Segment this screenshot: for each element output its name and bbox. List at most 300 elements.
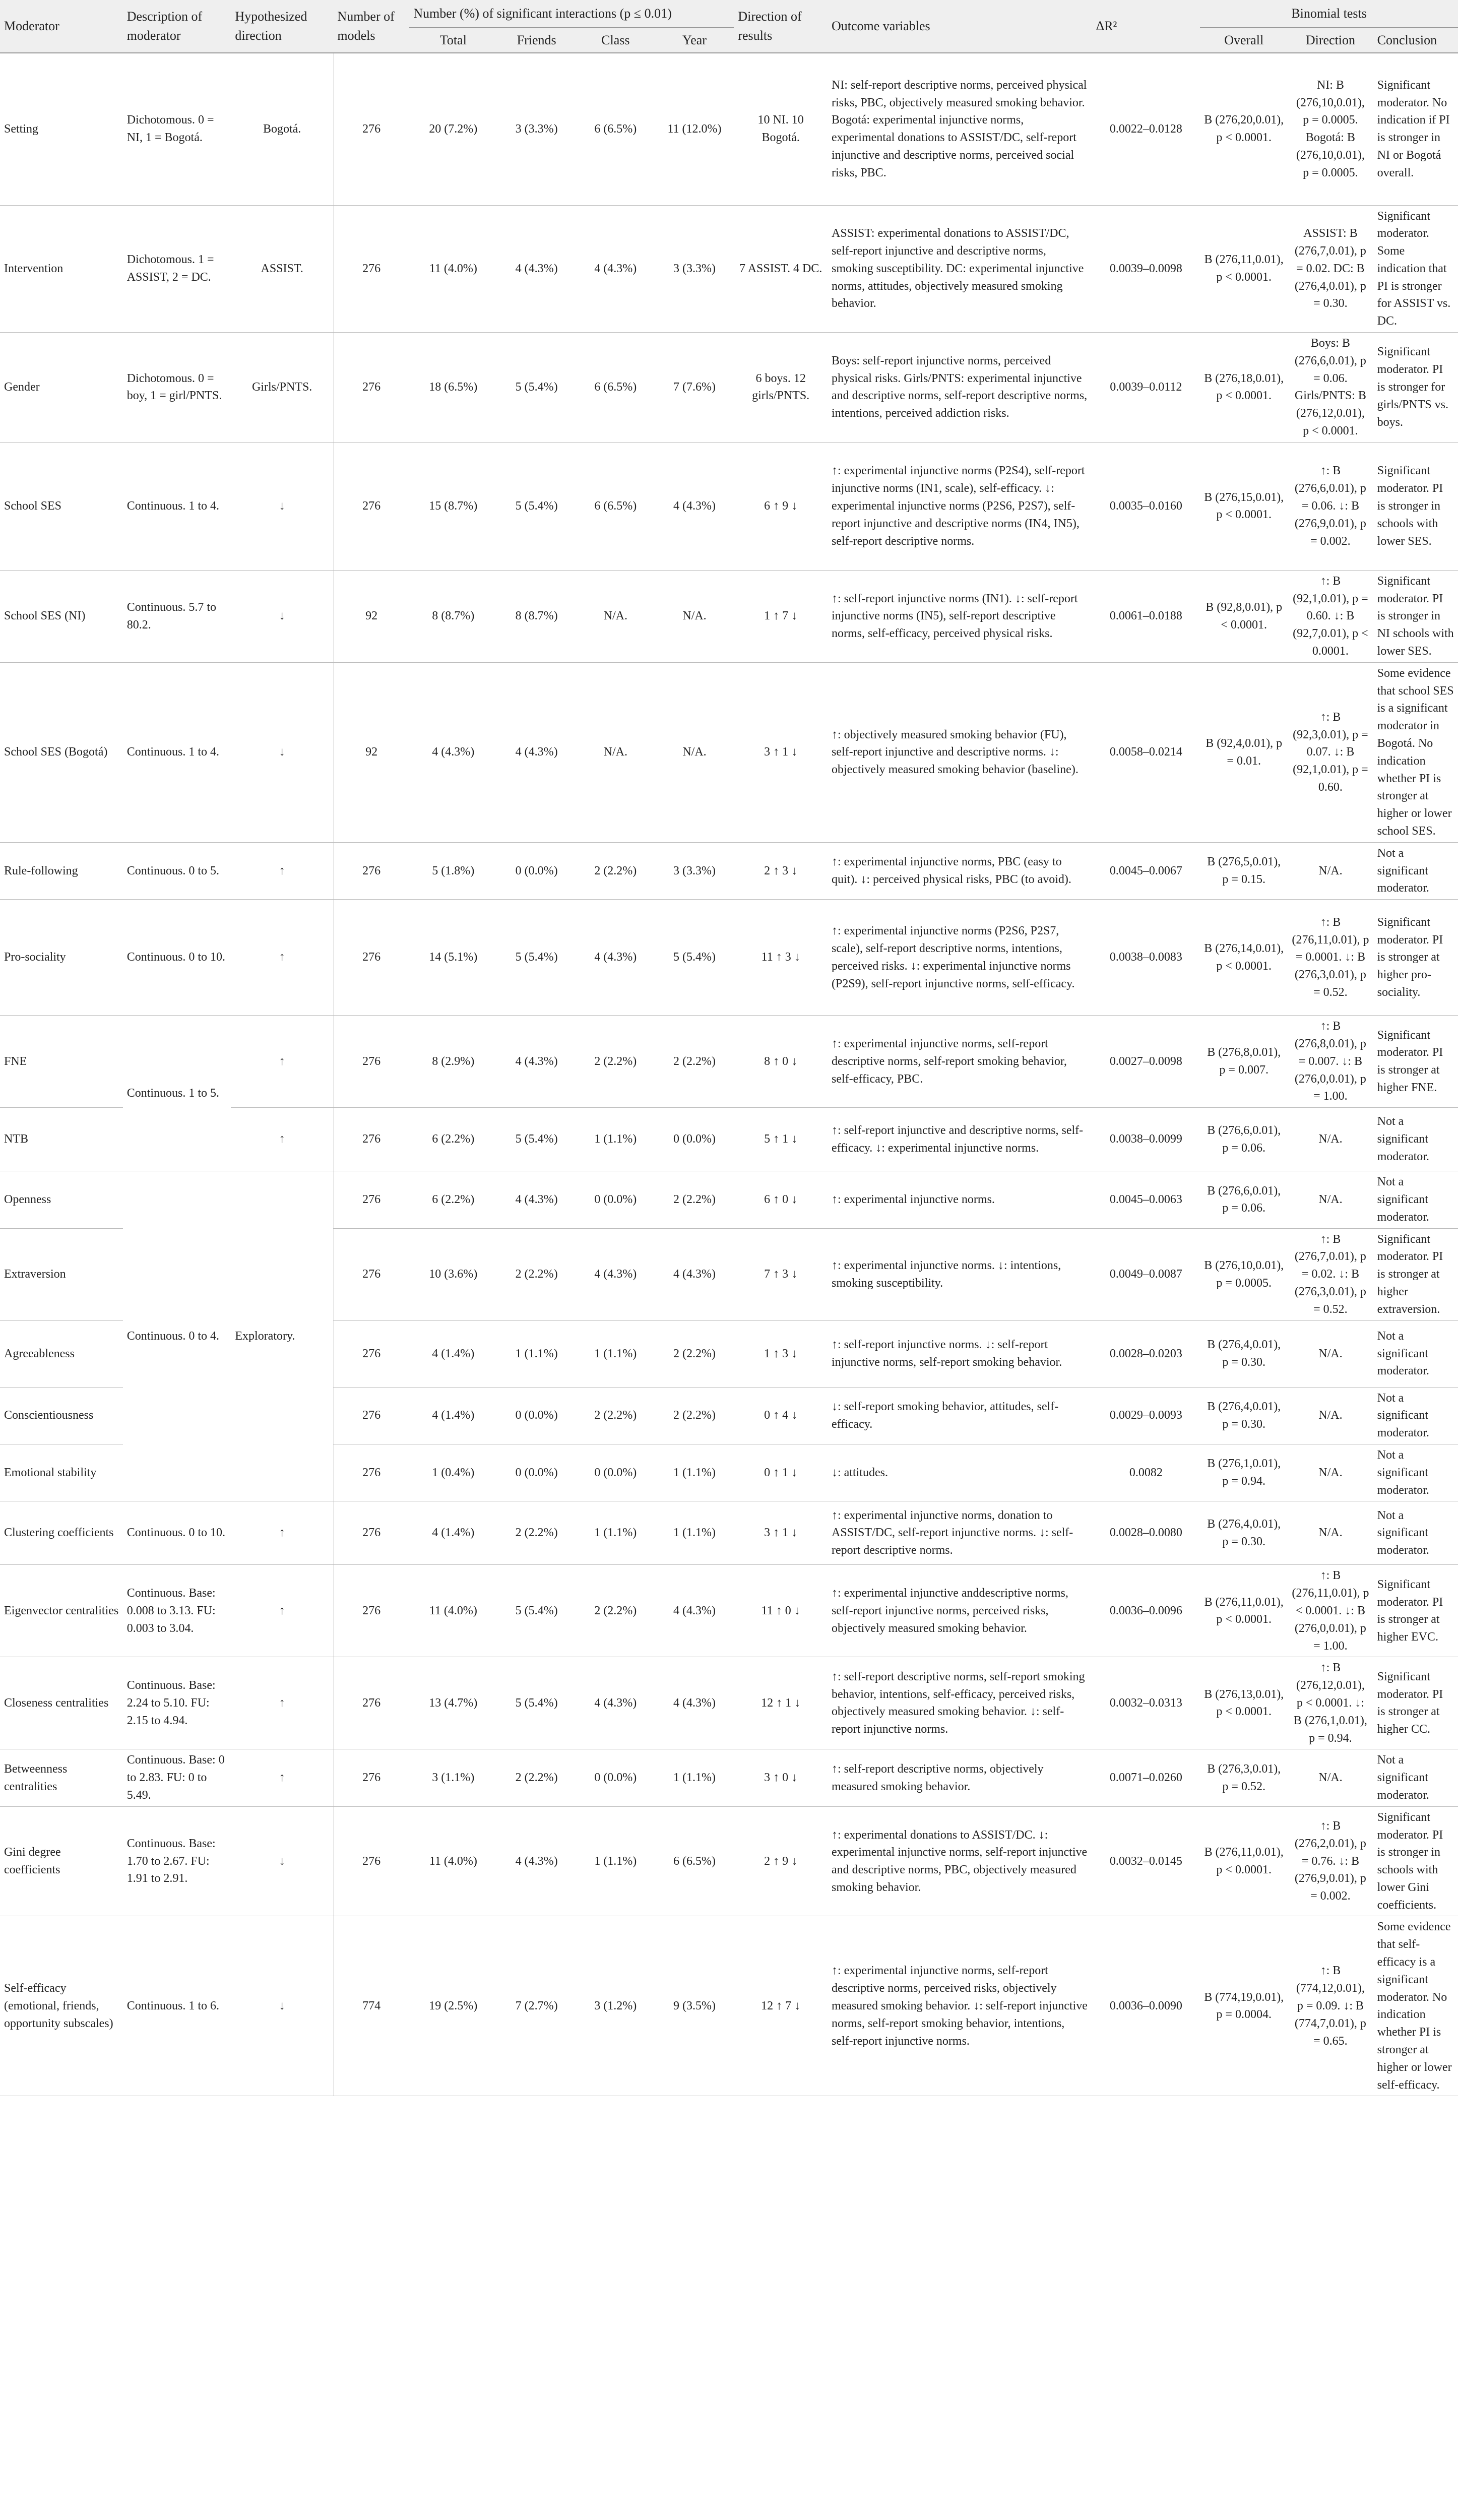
- class-cell: N/A.: [576, 662, 655, 842]
- models-cell: 276: [333, 1108, 409, 1171]
- friends-cell: 4 (4.3%): [497, 1016, 576, 1108]
- outcome-cell: ↑: experimental injunctive norms, self-report descriptive norms, self-report smoking behavior, self-efficacy, PBC.: [828, 1016, 1092, 1108]
- description-cell: Dichotomous. 0 = NI, 1 = Bogotá.: [123, 53, 231, 205]
- conclusion-cell: Significant moderator. PI is stronger at higher EVC.: [1373, 1565, 1458, 1657]
- table-row: [0, 1565, 1458, 1657]
- hypothesized-cell: ASSIST.: [231, 205, 333, 333]
- direction-results-cell: 3 ↑ 0 ↓: [734, 1749, 828, 1806]
- direction-cell: N/A.: [1288, 1501, 1373, 1565]
- table-row: [0, 842, 1458, 899]
- delta-r2-cell: 0.0032–0.0313: [1092, 1657, 1200, 1749]
- delta-r2-cell: 0.0039–0.0098: [1092, 205, 1200, 333]
- direction-results-cell: 5 ↑ 1 ↓: [734, 1108, 828, 1171]
- outcome-cell: ↑: experimental injunctive norms. ↓: intentions, smoking susceptibility.: [828, 1228, 1092, 1320]
- delta-r2-cell: 0.0049–0.0087: [1092, 1228, 1200, 1320]
- direction-cell: N/A.: [1288, 1320, 1373, 1387]
- table-row: [0, 1806, 1458, 1916]
- overall-cell: B (276,11,0.01), p < 0.0001.: [1200, 1565, 1288, 1657]
- moderator-cell: Conscientiousness: [0, 1387, 123, 1444]
- overall-cell: B (276,6,0.01), p = 0.06.: [1200, 1171, 1288, 1228]
- header-significant-interactions: Number (%) of significant interactions (p ≤ 0.01): [409, 0, 734, 28]
- outcome-cell: ↑: experimental injunctive anddescriptive norms, self-report injunctive norms, perceived risks, objectively measured smoking behavior.: [828, 1565, 1092, 1657]
- outcome-cell: ↑: self-report descriptive norms, objectively measured smoking behavior.: [828, 1749, 1092, 1806]
- friends-cell: 2 (2.2%): [497, 1501, 576, 1565]
- models-cell: 276: [333, 1444, 409, 1501]
- conclusion-cell: Significant moderator. Some indication that PI is stronger for ASSIST vs. DC.: [1373, 205, 1458, 333]
- hypothesized-cell: ↑: [231, 1108, 333, 1171]
- overall-cell: B (276,6,0.01), p = 0.06.: [1200, 1108, 1288, 1171]
- hypothesized-cell: ↓: [231, 662, 333, 842]
- conclusion-cell: Significant moderator. PI is stronger in NI schools with lower SES.: [1373, 570, 1458, 662]
- description-cell: Continuous. 5.7 to 80.2.: [123, 570, 231, 662]
- table-row: [0, 1501, 1458, 1565]
- description-cell: Continuous. Base: 2.24 to 5.10. FU: 2.15 to 4.94.: [123, 1657, 231, 1749]
- models-cell: 276: [333, 53, 409, 205]
- description-cell: Continuous. Base: 1.70 to 2.67. FU: 1.91 to 2.91.: [123, 1806, 231, 1916]
- header-overall: Overall: [1200, 28, 1288, 53]
- moderator-cell: Closeness centralities: [0, 1657, 123, 1749]
- class-cell: N/A.: [576, 570, 655, 662]
- friends-cell: 2 (2.2%): [497, 1228, 576, 1320]
- header-delta-r2: ΔR²: [1092, 0, 1200, 53]
- year-cell: 0 (0.0%): [655, 1108, 734, 1171]
- hypothesized-cell: ↑: [231, 1016, 333, 1108]
- delta-r2-cell: 0.0036–0.0096: [1092, 1565, 1200, 1657]
- year-cell: 1 (1.1%): [655, 1749, 734, 1806]
- conclusion-cell: Not a significant moderator.: [1373, 1171, 1458, 1228]
- moderator-cell: Eigenvector centralities: [0, 1565, 123, 1657]
- class-cell: 0 (0.0%): [576, 1171, 655, 1228]
- conclusion-cell: Some evidence that self-efficacy is a significant moderator. No indication whether PI is stronger at higher or lower self-efficacy.: [1373, 1916, 1458, 2096]
- outcome-cell: ↑: experimental injunctive norms, donation to ASSIST/DC, self-report injunctive norms. ↓: self-report descriptive norms.: [828, 1501, 1092, 1565]
- year-cell: 5 (5.4%): [655, 900, 734, 1016]
- models-cell: 276: [333, 1228, 409, 1320]
- table-row: [0, 442, 1458, 570]
- delta-r2-cell: 0.0029–0.0093: [1092, 1387, 1200, 1444]
- year-cell: 6 (6.5%): [655, 1806, 734, 1916]
- direction-results-cell: 11 ↑ 3 ↓: [734, 900, 828, 1016]
- total-cell: 4 (1.4%): [409, 1387, 497, 1444]
- direction-cell: NI: B (276,10,0.01), p = 0.0005. Bogotá: B (276,10,0.01), p = 0.0005.: [1288, 53, 1373, 205]
- table-row: [0, 1916, 1458, 2096]
- direction-results-cell: 12 ↑ 1 ↓: [734, 1657, 828, 1749]
- class-cell: 6 (6.5%): [576, 442, 655, 570]
- description-cell: Continuous. 0 to 10.: [123, 1501, 231, 1565]
- table-row: [0, 1171, 1458, 1228]
- header-year: Year: [655, 28, 734, 53]
- models-cell: 92: [333, 570, 409, 662]
- header-direction-of-results: Direction of results: [734, 0, 828, 53]
- direction-cell: ↑: B (276,12,0.01), p < 0.0001. ↓: B (276,1,0.01), p = 0.94.: [1288, 1657, 1373, 1749]
- class-cell: 2 (2.2%): [576, 1016, 655, 1108]
- overall-cell: B (276,20,0.01), p < 0.0001.: [1200, 53, 1288, 205]
- conclusion-cell: Not a significant moderator.: [1373, 1387, 1458, 1444]
- moderator-cell: Rule-following: [0, 842, 123, 899]
- overall-cell: B (276,1,0.01), p = 0.94.: [1200, 1444, 1288, 1501]
- models-cell: 276: [333, 205, 409, 333]
- overall-cell: B (276,11,0.01), p < 0.0001.: [1200, 205, 1288, 333]
- outcome-cell: ↑: experimental donations to ASSIST/DC. ↓: experimental injunctive norms, self-report injunctive and descriptive norms, PBC, objectively measured smoking behavior.: [828, 1806, 1092, 1916]
- outcome-cell: ↑: self-report injunctive and descriptive norms, self-efficacy. ↓: experimental injunctive norms.: [828, 1108, 1092, 1171]
- overall-cell: B (276,18,0.01), p < 0.0001.: [1200, 333, 1288, 443]
- hypothesized-cell: ↓: [231, 1916, 333, 2096]
- overall-cell: B (276,14,0.01), p < 0.0001.: [1200, 900, 1288, 1016]
- direction-results-cell: 6 ↑ 9 ↓: [734, 442, 828, 570]
- direction-cell: ↑: B (276,2,0.01), p = 0.76. ↓: B (276,9,0.01), p = 0.002.: [1288, 1806, 1373, 1916]
- delta-r2-cell: 0.0082: [1092, 1444, 1200, 1501]
- year-cell: 4 (4.3%): [655, 442, 734, 570]
- direction-cell: ↑: B (276,8,0.01), p = 0.007. ↓: B (276,0,0.01), p = 1.00.: [1288, 1016, 1373, 1108]
- class-cell: 1 (1.1%): [576, 1108, 655, 1171]
- models-cell: 276: [333, 1501, 409, 1565]
- outcome-cell: ↑: experimental injunctive norms (P2S6, P2S7, scale), self-report descriptive norms, intentions, perceived risks. ↓: experimental injunctive norms (P2S9), self-report injunctive norms, self-efficacy.: [828, 900, 1092, 1016]
- year-cell: 2 (2.2%): [655, 1387, 734, 1444]
- conclusion-cell: Some evidence that school SES is a significant moderator in Bogotá. No indication whether PI is stronger at higher or lower school SES.: [1373, 662, 1458, 842]
- class-cell: 2 (2.2%): [576, 1565, 655, 1657]
- direction-cell: ↑: B (92,1,0.01), p = 0.60. ↓: B (92,7,0.01), p < 0.0001.: [1288, 570, 1373, 662]
- friends-cell: 5 (5.4%): [497, 1565, 576, 1657]
- direction-results-cell: 12 ↑ 7 ↓: [734, 1916, 828, 2096]
- header-total: Total: [409, 28, 497, 53]
- year-cell: 4 (4.3%): [655, 1228, 734, 1320]
- year-cell: N/A.: [655, 662, 734, 842]
- delta-r2-cell: 0.0028–0.0203: [1092, 1320, 1200, 1387]
- class-cell: 6 (6.5%): [576, 53, 655, 205]
- direction-results-cell: 3 ↑ 1 ↓: [734, 1501, 828, 1565]
- moderator-cell: Setting: [0, 53, 123, 205]
- outcome-cell: ↓: attitudes.: [828, 1444, 1092, 1501]
- hypothesized-cell: ↓: [231, 570, 333, 662]
- direction-cell: ASSIST: B (276,7,0.01), p = 0.02. DC: B (276,4,0.01), p = 0.30.: [1288, 205, 1373, 333]
- total-cell: 4 (4.3%): [409, 662, 497, 842]
- class-cell: 4 (4.3%): [576, 205, 655, 333]
- hypothesized-cell: ↑: [231, 1657, 333, 1749]
- class-cell: 1 (1.1%): [576, 1320, 655, 1387]
- direction-results-cell: 0 ↑ 1 ↓: [734, 1444, 828, 1501]
- total-cell: 20 (7.2%): [409, 53, 497, 205]
- header-conclusion: Conclusion: [1373, 28, 1458, 53]
- direction-cell: ↑: B (276,7,0.01), p = 0.02. ↓: B (276,3,0.01), p = 0.52.: [1288, 1228, 1373, 1320]
- overall-cell: B (276,11,0.01), p < 0.0001.: [1200, 1806, 1288, 1916]
- table-row: [0, 1016, 1458, 1108]
- total-cell: 8 (8.7%): [409, 570, 497, 662]
- outcome-cell: ASSIST: experimental donations to ASSIST/DC, self-report injunctive and descriptive norms, smoking susceptibility. DC: experimental injunctive norms, attitudes, objectively measured smoking behavior.: [828, 205, 1092, 333]
- friends-cell: 0 (0.0%): [497, 1387, 576, 1444]
- models-cell: 276: [333, 1749, 409, 1806]
- conclusion-cell: Significant moderator. PI is stronger at higher FNE.: [1373, 1016, 1458, 1108]
- direction-results-cell: 8 ↑ 0 ↓: [734, 1016, 828, 1108]
- table-row: [0, 570, 1458, 662]
- moderator-cell: Self-efficacy (emotional, friends, opportunity subscales): [0, 1916, 123, 2096]
- description-cell: Continuous. 1 to 4.: [123, 662, 231, 842]
- year-cell: 4 (4.3%): [655, 1565, 734, 1657]
- moderator-cell: Gender: [0, 333, 123, 443]
- direction-results-cell: 1 ↑ 3 ↓: [734, 1320, 828, 1387]
- overall-cell: B (774,19,0.01), p = 0.0004.: [1200, 1916, 1288, 2096]
- header-binomial-tests: Binomial tests: [1200, 0, 1458, 28]
- models-cell: 774: [333, 1916, 409, 2096]
- friends-cell: 2 (2.2%): [497, 1749, 576, 1806]
- hypothesized-cell: ↑: [231, 900, 333, 1016]
- moderator-cell: Openness: [0, 1171, 123, 1228]
- year-cell: 3 (3.3%): [655, 842, 734, 899]
- class-cell: 1 (1.1%): [576, 1501, 655, 1565]
- conclusion-cell: Significant moderator. PI is stronger at higher extraversion.: [1373, 1228, 1458, 1320]
- overall-cell: B (276,10,0.01), p = 0.0005.: [1200, 1228, 1288, 1320]
- direction-results-cell: 1 ↑ 7 ↓: [734, 570, 828, 662]
- models-cell: 92: [333, 662, 409, 842]
- description-cell: Continuous. 0 to 5.: [123, 842, 231, 899]
- delta-r2-cell: 0.0028–0.0080: [1092, 1501, 1200, 1565]
- total-cell: 4 (1.4%): [409, 1320, 497, 1387]
- description-cell: Continuous. Base: 0 to 2.83. FU: 0 to 5.49.: [123, 1749, 231, 1806]
- conclusion-cell: Significant moderator. No indication if PI is stronger in NI or Bogotá overall.: [1373, 53, 1458, 205]
- total-cell: 19 (2.5%): [409, 1916, 497, 2096]
- friends-cell: 5 (5.4%): [497, 333, 576, 443]
- outcome-cell: ↑: experimental injunctive norms, PBC (easy to quit). ↓: perceived physical risks, PBC (to avoid).: [828, 842, 1092, 899]
- delta-r2-cell: 0.0036–0.0090: [1092, 1916, 1200, 2096]
- overall-cell: B (276,4,0.01), p = 0.30.: [1200, 1387, 1288, 1444]
- total-cell: 15 (8.7%): [409, 442, 497, 570]
- conclusion-cell: Significant moderator. PI is stronger at higher CC.: [1373, 1657, 1458, 1749]
- delta-r2-cell: 0.0045–0.0067: [1092, 842, 1200, 899]
- class-cell: 4 (4.3%): [576, 900, 655, 1016]
- outcome-cell: NI: self-report descriptive norms, perceived physical risks, PBC, objectively measured smoking behavior. Bogotá: experimental injunctive norms, experimental donations to ASSIST/DC, self-report injunctive and descriptive norms, perceived social risks, PBC.: [828, 53, 1092, 205]
- header-friends: Friends: [497, 28, 576, 53]
- moderator-cell: School SES (Bogotá): [0, 662, 123, 842]
- overall-cell: B (92,4,0.01), p = 0.01.: [1200, 662, 1288, 842]
- moderator-cell: Agreeableness: [0, 1320, 123, 1387]
- total-cell: 5 (1.8%): [409, 842, 497, 899]
- models-cell: 276: [333, 333, 409, 443]
- header-description: Description of moderator: [123, 0, 231, 53]
- year-cell: 1 (1.1%): [655, 1501, 734, 1565]
- direction-cell: ↑: B (774,12,0.01), p = 0.09. ↓: B (774,7,0.01), p = 0.65.: [1288, 1916, 1373, 2096]
- moderator-cell: Betweenness centralities: [0, 1749, 123, 1806]
- total-cell: 10 (3.6%): [409, 1228, 497, 1320]
- friends-cell: 3 (3.3%): [497, 53, 576, 205]
- overall-cell: B (276,3,0.01), p = 0.52.: [1200, 1749, 1288, 1806]
- conclusion-cell: Significant moderator. PI is stronger in schools with lower SES.: [1373, 442, 1458, 570]
- overall-cell: B (92,8,0.01), p < 0.0001.: [1200, 570, 1288, 662]
- models-cell: 276: [333, 842, 409, 899]
- total-cell: 1 (0.4%): [409, 1444, 497, 1501]
- header-class: Class: [576, 28, 655, 53]
- delta-r2-cell: 0.0038–0.0083: [1092, 900, 1200, 1016]
- hypothesized-cell: ↑: [231, 1501, 333, 1565]
- delta-r2-cell: 0.0045–0.0063: [1092, 1171, 1200, 1228]
- conclusion-cell: Significant moderator. PI is stronger in schools with lower Gini coefficients.: [1373, 1806, 1458, 1916]
- table-body: [0, 53, 1458, 2096]
- direction-results-cell: 2 ↑ 3 ↓: [734, 842, 828, 899]
- friends-cell: 4 (4.3%): [497, 1171, 576, 1228]
- moderator-cell: School SES: [0, 442, 123, 570]
- total-cell: 11 (4.0%): [409, 1806, 497, 1916]
- friends-cell: 4 (4.3%): [497, 1806, 576, 1916]
- class-cell: 6 (6.5%): [576, 333, 655, 443]
- models-cell: 276: [333, 1565, 409, 1657]
- direction-cell: N/A.: [1288, 1108, 1373, 1171]
- outcome-cell: ↑: experimental injunctive norms (P2S4), self-report injunctive norms (IN1, scale), self-efficacy. ↓: experimental injunctive norms (P2S6, P2S7), self-report injunctive and descriptive norms (IN4, IN5), self-report descriptive norms.: [828, 442, 1092, 570]
- direction-cell: N/A.: [1288, 1444, 1373, 1501]
- outcome-cell: ↓: self-report smoking behavior, attitudes, self-efficacy.: [828, 1387, 1092, 1444]
- moderator-cell: Emotional stability: [0, 1444, 123, 1501]
- outcome-cell: Boys: self-report injunctive norms, perceived physical risks. Girls/PNTS: experimental injunctive and descriptive norms, self-report descriptive norms, intentions, perceived addiction risks.: [828, 333, 1092, 443]
- models-cell: 276: [333, 1657, 409, 1749]
- class-cell: 0 (0.0%): [576, 1444, 655, 1501]
- delta-r2-cell: 0.0039–0.0112: [1092, 333, 1200, 443]
- total-cell: 6 (2.2%): [409, 1171, 497, 1228]
- year-cell: 11 (12.0%): [655, 53, 734, 205]
- description-cell: Dichotomous. 1 = ASSIST, 2 = DC.: [123, 205, 231, 333]
- overall-cell: B (276,15,0.01), p < 0.0001.: [1200, 442, 1288, 570]
- delta-r2-cell: 0.0058–0.0214: [1092, 662, 1200, 842]
- direction-results-cell: 6 boys. 12 girls/PNTS.: [734, 333, 828, 443]
- table-row: [0, 900, 1458, 1016]
- description-cell: Continuous. 0 to 4.: [123, 1171, 231, 1501]
- moderator-cell: FNE: [0, 1016, 123, 1108]
- year-cell: 9 (3.5%): [655, 1916, 734, 2096]
- outcome-cell: ↑: self-report injunctive norms (IN1). ↓: self-report injunctive norms (IN5), self-report descriptive norms, self-efficacy, perceived physical risks.: [828, 570, 1092, 662]
- delta-r2-cell: 0.0022–0.0128: [1092, 53, 1200, 205]
- class-cell: 1 (1.1%): [576, 1806, 655, 1916]
- delta-r2-cell: 0.0032–0.0145: [1092, 1806, 1200, 1916]
- description-cell: Continuous. Base: 0.008 to 3.13. FU: 0.003 to 3.04.: [123, 1565, 231, 1657]
- overall-cell: B (276,4,0.01), p = 0.30.: [1200, 1320, 1288, 1387]
- header-moderator: Moderator: [0, 0, 123, 53]
- header-outcome-variables: Outcome variables: [828, 0, 1092, 53]
- description-cell: Continuous. 1 to 5.: [123, 1016, 231, 1171]
- table-row: [0, 53, 1458, 205]
- direction-results-cell: 3 ↑ 1 ↓: [734, 662, 828, 842]
- delta-r2-cell: 0.0035–0.0160: [1092, 442, 1200, 570]
- moderator-cell: Intervention: [0, 205, 123, 333]
- direction-cell: ↑: B (276,11,0.01), p = 0.0001. ↓: B (276,3,0.01), p = 0.52.: [1288, 900, 1373, 1016]
- outcome-cell: ↑: experimental injunctive norms.: [828, 1171, 1092, 1228]
- total-cell: 3 (1.1%): [409, 1749, 497, 1806]
- year-cell: N/A.: [655, 570, 734, 662]
- overall-cell: B (276,5,0.01), p = 0.15.: [1200, 842, 1288, 899]
- direction-cell: Boys: B (276,6,0.01), p = 0.06. Girls/PNTS: B (276,12,0.01), p < 0.0001.: [1288, 333, 1373, 443]
- direction-cell: N/A.: [1288, 1749, 1373, 1806]
- class-cell: 4 (4.3%): [576, 1228, 655, 1320]
- table-row: [0, 662, 1458, 842]
- overall-cell: B (276,4,0.01), p = 0.30.: [1200, 1501, 1288, 1565]
- outcome-cell: ↑: self-report descriptive norms, self-report smoking behavior, intentions, self-efficacy, perceived risks, objectively measured smoking behavior. ↓: self-report injunctive norms.: [828, 1657, 1092, 1749]
- total-cell: 13 (4.7%): [409, 1657, 497, 1749]
- year-cell: 2 (2.2%): [655, 1016, 734, 1108]
- moderator-cell: NTB: [0, 1108, 123, 1171]
- friends-cell: 8 (8.7%): [497, 570, 576, 662]
- direction-cell: ↑: B (276,6,0.01), p = 0.06. ↓: B (276,9,0.01), p = 0.002.: [1288, 442, 1373, 570]
- conclusion-cell: Significant moderator. PI is stronger for girls/PNTS vs. boys.: [1373, 333, 1458, 443]
- direction-cell: N/A.: [1288, 1387, 1373, 1444]
- hypothesized-cell: Exploratory.: [231, 1171, 333, 1501]
- hypothesized-cell: ↑: [231, 1565, 333, 1657]
- direction-results-cell: 2 ↑ 9 ↓: [734, 1806, 828, 1916]
- conclusion-cell: Not a significant moderator.: [1373, 1749, 1458, 1806]
- direction-cell: N/A.: [1288, 1171, 1373, 1228]
- total-cell: 14 (5.1%): [409, 900, 497, 1016]
- table-row: [0, 1657, 1458, 1749]
- year-cell: 2 (2.2%): [655, 1320, 734, 1387]
- delta-r2-cell: 0.0038–0.0099: [1092, 1108, 1200, 1171]
- total-cell: 6 (2.2%): [409, 1108, 497, 1171]
- direction-results-cell: 7 ↑ 3 ↓: [734, 1228, 828, 1320]
- class-cell: 0 (0.0%): [576, 1749, 655, 1806]
- friends-cell: 4 (4.3%): [497, 205, 576, 333]
- direction-cell: ↑: B (92,3,0.01), p = 0.07. ↓: B (92,1,0.01), p = 0.60.: [1288, 662, 1373, 842]
- hypothesized-cell: ↑: [231, 1749, 333, 1806]
- direction-results-cell: 6 ↑ 0 ↓: [734, 1171, 828, 1228]
- total-cell: 4 (1.4%): [409, 1501, 497, 1565]
- conclusion-cell: Not a significant moderator.: [1373, 1108, 1458, 1171]
- total-cell: 18 (6.5%): [409, 333, 497, 443]
- models-cell: 276: [333, 1320, 409, 1387]
- direction-cell: ↑: B (276,11,0.01), p < 0.0001. ↓: B (276,0,0.01), p = 1.00.: [1288, 1565, 1373, 1657]
- outcome-cell: ↑: objectively measured smoking behavior (FU), self-report injunctive and descriptive norms. ↓: objectively measured smoking behavior (baseline).: [828, 662, 1092, 842]
- conclusion-cell: Not a significant moderator.: [1373, 1320, 1458, 1387]
- friends-cell: 1 (1.1%): [497, 1320, 576, 1387]
- class-cell: 2 (2.2%): [576, 842, 655, 899]
- table-row: [0, 205, 1458, 333]
- friends-cell: 5 (5.4%): [497, 1108, 576, 1171]
- hypothesized-cell: ↓: [231, 442, 333, 570]
- models-cell: 276: [333, 900, 409, 1016]
- moderator-cell: School SES (NI): [0, 570, 123, 662]
- moderator-cell: Extraversion: [0, 1228, 123, 1320]
- moderator-cell: Pro-sociality: [0, 900, 123, 1016]
- conclusion-cell: Not a significant moderator.: [1373, 1501, 1458, 1565]
- total-cell: 11 (4.0%): [409, 205, 497, 333]
- delta-r2-cell: 0.0027–0.0098: [1092, 1016, 1200, 1108]
- overall-cell: B (276,8,0.01), p = 0.007.: [1200, 1016, 1288, 1108]
- direction-results-cell: 7 ASSIST. 4 DC.: [734, 205, 828, 333]
- total-cell: 8 (2.9%): [409, 1016, 497, 1108]
- models-cell: 276: [333, 1387, 409, 1444]
- outcome-cell: ↑: self-report injunctive norms. ↓: self-report injunctive norms, self-report smoking behavior.: [828, 1320, 1092, 1387]
- direction-cell: N/A.: [1288, 842, 1373, 899]
- year-cell: 4 (4.3%): [655, 1657, 734, 1749]
- total-cell: 11 (4.0%): [409, 1565, 497, 1657]
- moderator-cell: Gini degree coefficients: [0, 1806, 123, 1916]
- direction-results-cell: 11 ↑ 0 ↓: [734, 1565, 828, 1657]
- table-row: [0, 1749, 1458, 1806]
- hypothesized-cell: ↓: [231, 1806, 333, 1916]
- friends-cell: 0 (0.0%): [497, 1444, 576, 1501]
- friends-cell: 5 (5.4%): [497, 900, 576, 1016]
- direction-results-cell: 0 ↑ 4 ↓: [734, 1387, 828, 1444]
- year-cell: 1 (1.1%): [655, 1444, 734, 1501]
- friends-cell: 4 (4.3%): [497, 662, 576, 842]
- header-hypothesized-direction: Hypothesized direction: [231, 0, 333, 53]
- class-cell: 4 (4.3%): [576, 1657, 655, 1749]
- class-cell: 3 (1.2%): [576, 1916, 655, 2096]
- header-direction: Direction: [1288, 28, 1373, 53]
- models-cell: 276: [333, 1016, 409, 1108]
- models-cell: 276: [333, 1171, 409, 1228]
- friends-cell: 7 (2.7%): [497, 1916, 576, 2096]
- conclusion-cell: Not a significant moderator.: [1373, 842, 1458, 899]
- moderator-cell: Clustering coefficients: [0, 1501, 123, 1565]
- friends-cell: 5 (5.4%): [497, 442, 576, 570]
- friends-cell: 0 (0.0%): [497, 842, 576, 899]
- class-cell: 2 (2.2%): [576, 1387, 655, 1444]
- table-row: [0, 333, 1458, 443]
- models-cell: 276: [333, 442, 409, 570]
- friends-cell: 5 (5.4%): [497, 1657, 576, 1749]
- hypothesized-cell: Bogotá.: [231, 53, 333, 205]
